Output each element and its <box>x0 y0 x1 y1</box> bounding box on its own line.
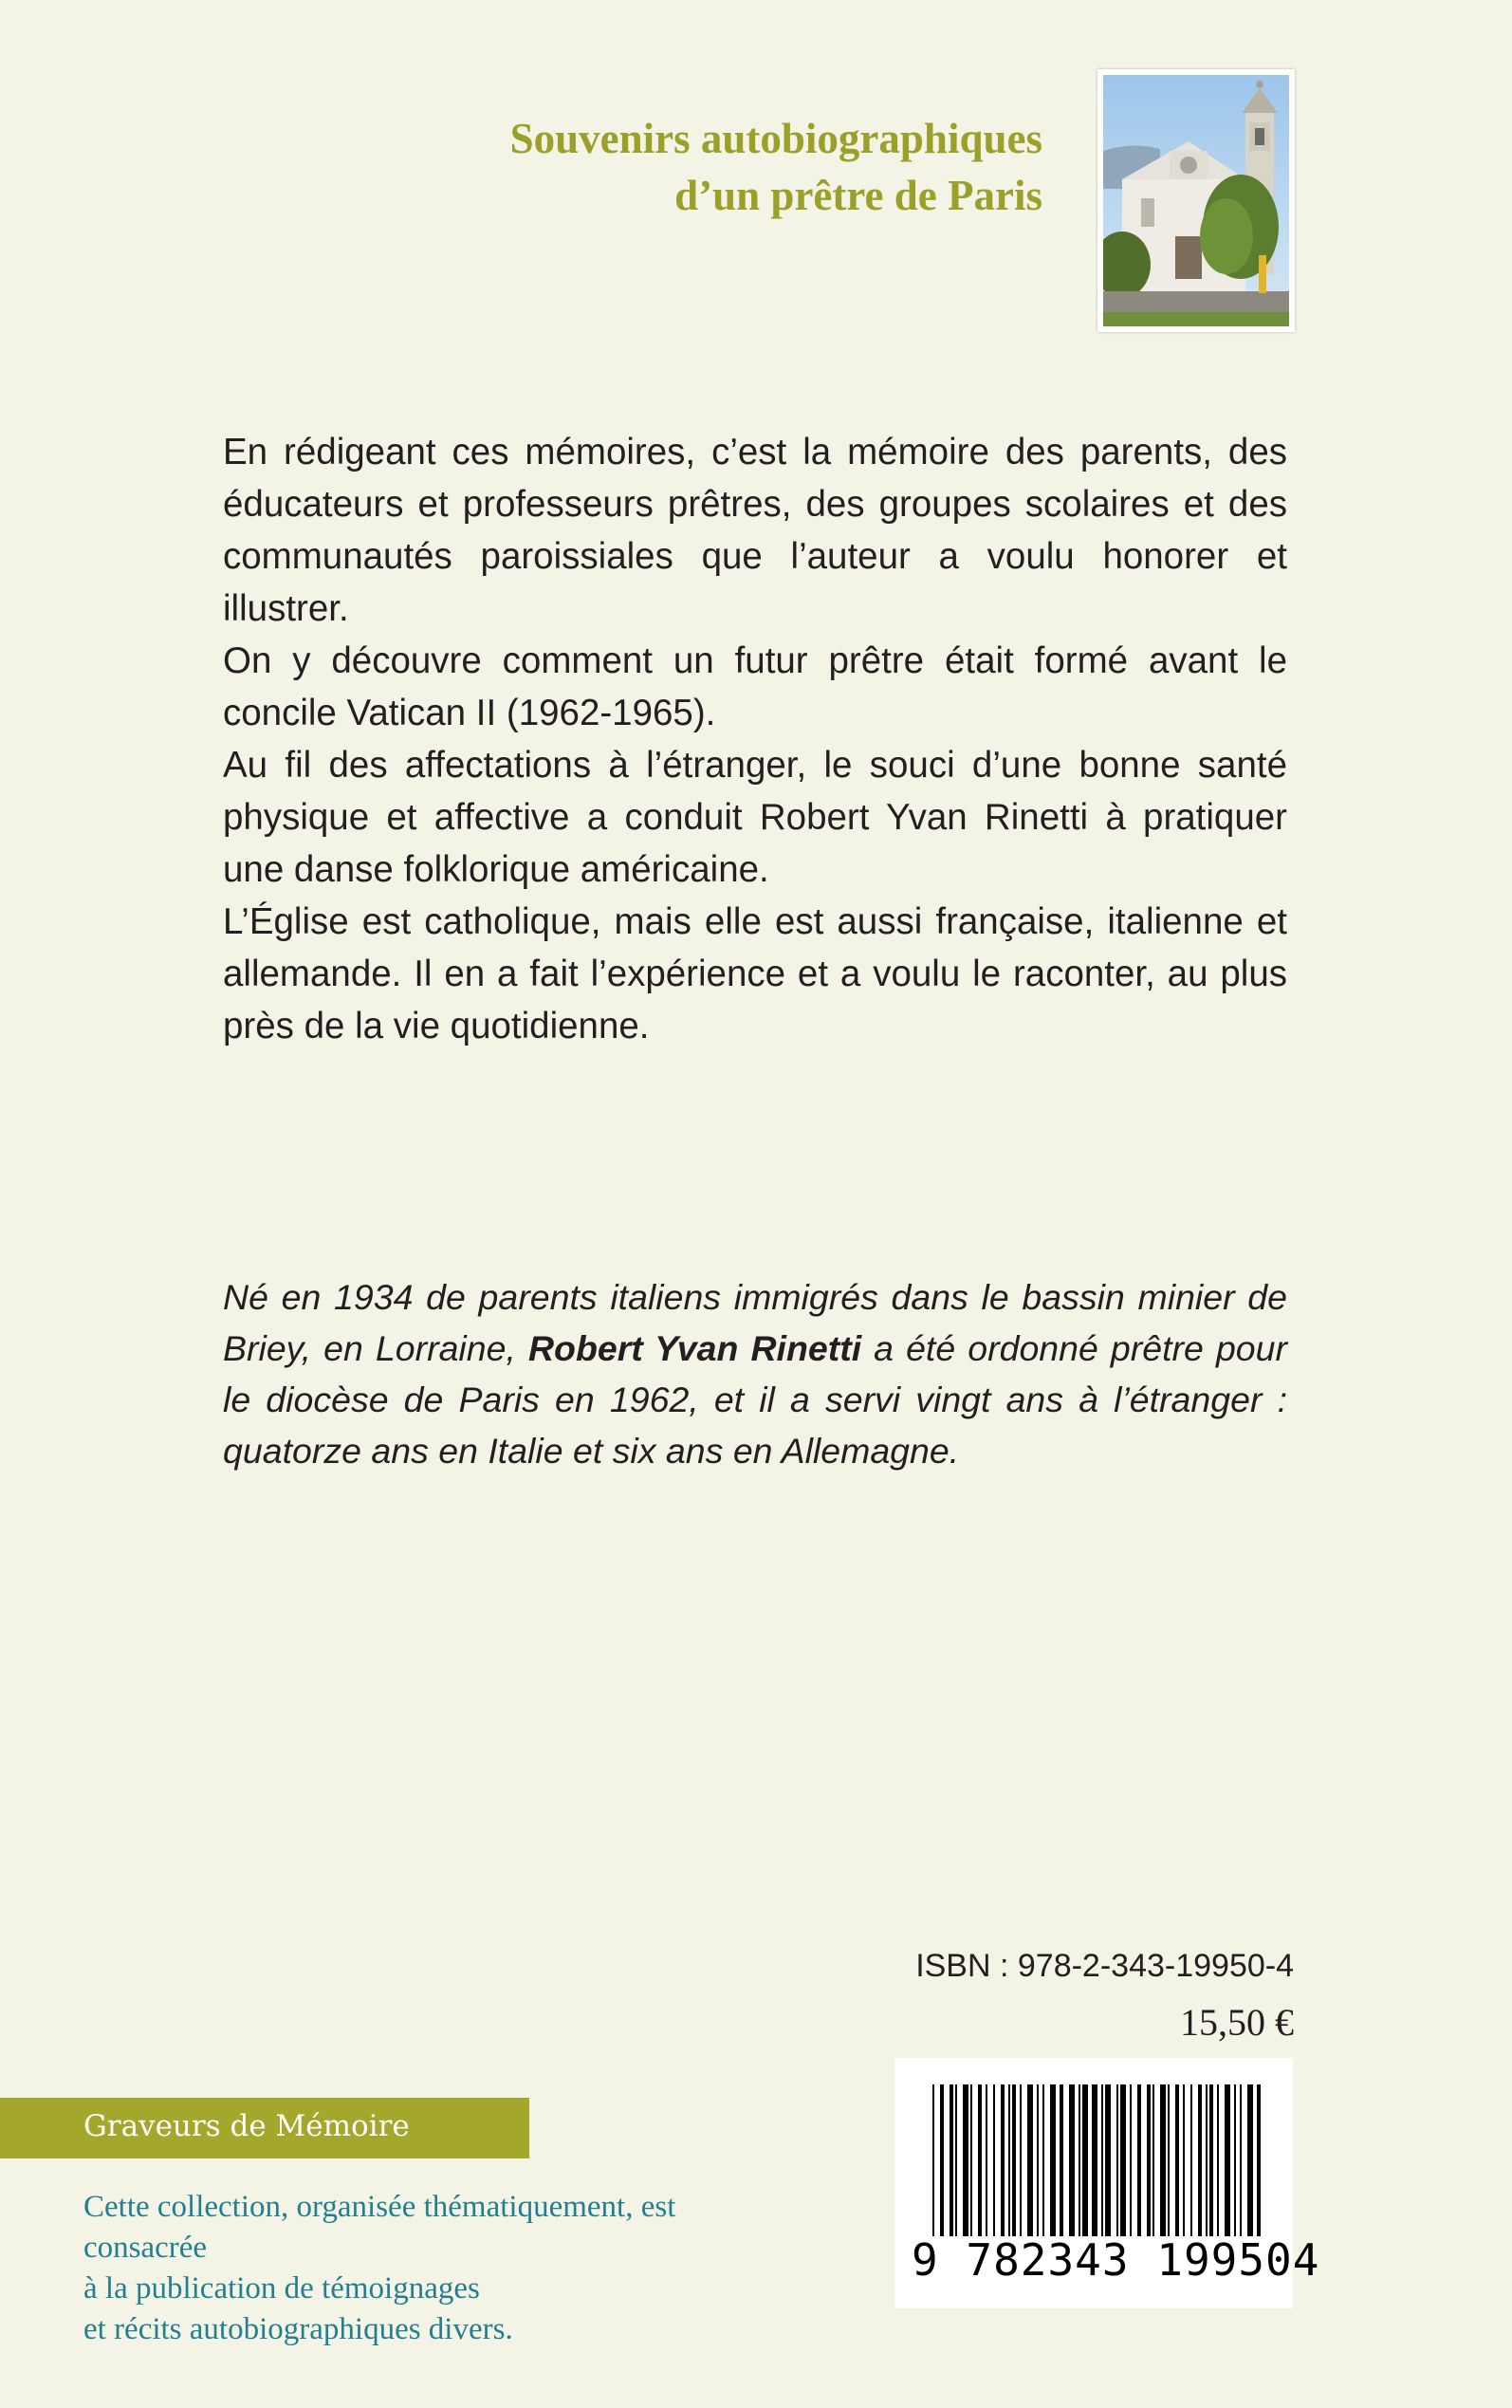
barcode-bar <box>950 2084 953 2236</box>
barcode-bar <box>1092 2084 1097 2236</box>
barcode-bar <box>1082 2084 1088 2236</box>
barcode-bar <box>970 2084 972 2236</box>
collection-description-line-1: Cette collection, organisée thématiquement, est consacrée <box>83 2190 676 2265</box>
church-photo <box>1097 69 1295 332</box>
summary-paragraph-1: En rédigeant ces mémoires, c’est la mémoire des parents, des éducateurs et professeurs prêtres, des groupes scolaires et des communautés paroissiales que l’auteur a voulu honorer et illustrer. <box>223 432 1287 629</box>
barcode-bar <box>1130 2084 1132 2236</box>
barcode-bar <box>932 2084 934 2236</box>
barcode <box>894 2058 1320 2308</box>
barcode-bar <box>986 2084 987 2236</box>
barcode-bar <box>1247 2084 1253 2236</box>
author-bio-text-after: a été ordonné prêtre pour le diocèse de Paris en 1962, et il a servi vingt ans à l’étranger : quatorze ans en Italie et six ans en Allemagne. <box>223 1328 1287 1471</box>
barcode-bar <box>1168 2084 1170 2236</box>
book-price: 15,50 € <box>1180 2001 1294 2044</box>
barcode-bar <box>1198 2084 1202 2236</box>
barcode-bar <box>1001 2084 1005 2236</box>
collection-banner <box>0 2098 529 2158</box>
barcode-bar <box>1240 2084 1242 2236</box>
barcode-bar <box>1116 2084 1118 2236</box>
subtitle-line-2: d’un prêtre de Paris <box>674 172 1042 219</box>
barcode-bar <box>1027 2084 1033 2236</box>
barcode-bar <box>978 2084 982 2236</box>
barcode-bar <box>955 2084 957 2236</box>
barcode-bar <box>1050 2084 1056 2236</box>
author-name: Robert Yvan Rinetti <box>527 1328 862 1368</box>
barcode-bar <box>1060 2084 1063 2236</box>
author-bio-text-before: Né en 1934 de parents italiens immigrés dans le bassin minier de Briey, en Lorraine, <box>223 1277 1287 1368</box>
barcode-bar <box>1012 2084 1016 2236</box>
barcode-bar <box>1105 2084 1111 2236</box>
barcode-bar <box>1101 2084 1103 2236</box>
barcode-bar <box>1257 2084 1261 2236</box>
barcode-bar <box>1120 2084 1126 2236</box>
collection-description-line-2: à la publication de témoignages <box>83 2271 480 2306</box>
back-cover-subtitle <box>510 110 1042 224</box>
collection-description <box>83 2187 804 2350</box>
barcode-bar <box>1069 2084 1075 2236</box>
barcode-bar <box>1175 2084 1179 2236</box>
book-summary <box>223 426 1287 1052</box>
barcode-bar <box>1137 2084 1141 2236</box>
barcode-bar <box>1206 2084 1208 2236</box>
collection-name: Graveurs de Mémoire <box>83 2109 410 2143</box>
summary-paragraph-2: On y découvre comment un futur prêtre était formé avant le concile Vatican II (1962-1965). <box>223 640 1287 733</box>
isbn-number: ISBN : 978-2-343-19950-4 <box>915 1948 1294 1984</box>
subtitle-line-1: Souvenirs autobiographiques <box>509 115 1042 162</box>
author-bio <box>223 1271 1287 1476</box>
barcode-bar <box>1020 2084 1022 2236</box>
barcode-bar <box>1209 2084 1213 2236</box>
barcode-bar <box>1217 2084 1219 2236</box>
barcode-bar <box>940 2084 944 2236</box>
summary-paragraph-3: Au fil des affectations à l’étranger, le souci d’une bonne santé physique et affective a conduit Robert Yvan Rinetti à pratiquer une danse folklorique américaine. <box>223 745 1287 890</box>
barcode-bar <box>993 2084 995 2236</box>
barcode-bar <box>1234 2084 1236 2236</box>
barcode-bar <box>1008 2084 1010 2236</box>
barcode-bar <box>1042 2084 1044 2236</box>
barcode-bar <box>1079 2084 1080 2236</box>
church-photo-icon <box>1103 75 1289 326</box>
barcode-bar <box>1037 2084 1039 2236</box>
summary-paragraph-4: L’Église est catholique, mais elle est aussi française, italienne et allemande. Il en a fait l’expérience et a voulu le raconter, au plus près de la vie quotidienne. <box>223 901 1287 1047</box>
barcode-bar <box>1190 2084 1192 2236</box>
collection-description-line-3: et récits autobiographiques divers. <box>83 2312 513 2346</box>
barcode-bar <box>963 2084 968 2236</box>
barcode-bar <box>1152 2084 1154 2236</box>
barcode-bar <box>1147 2084 1151 2236</box>
barcode-bar <box>1160 2084 1166 2236</box>
barcode-digits: 9 782343 199504 <box>912 2234 1320 2286</box>
barcode-bar <box>1183 2084 1185 2236</box>
barcode-bar <box>1225 2084 1230 2236</box>
